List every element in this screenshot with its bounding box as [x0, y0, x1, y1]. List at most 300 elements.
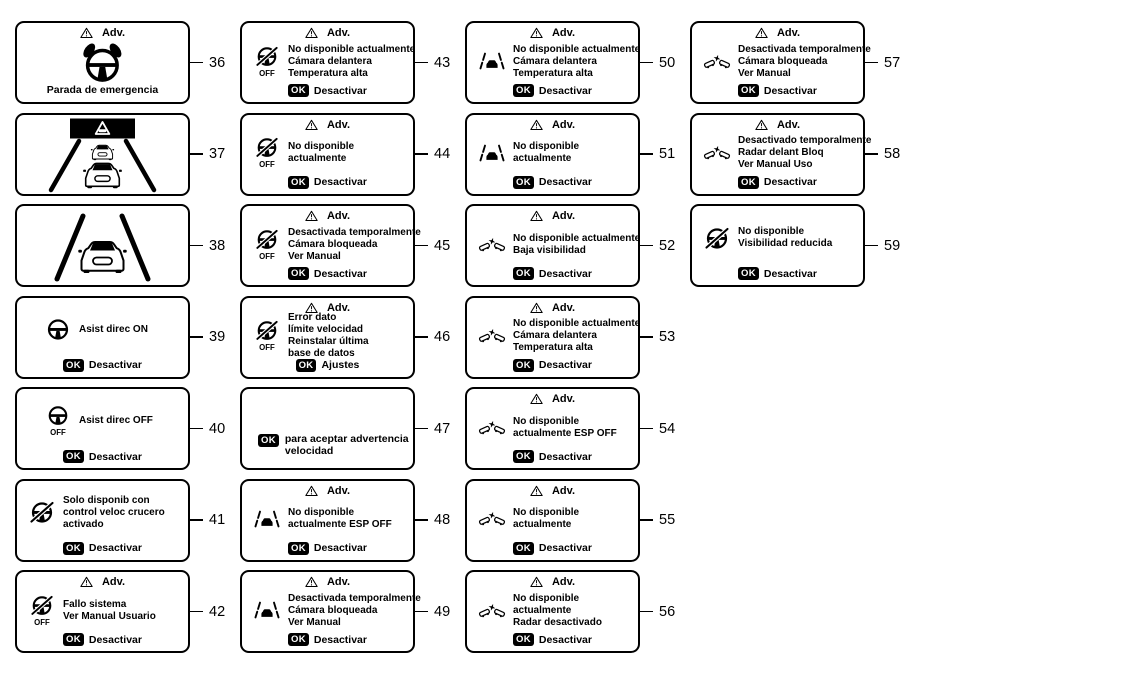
message-line: Asist direc OFF [79, 415, 153, 426]
ok-action-label: Desactivar [763, 176, 817, 188]
collision-warning-icon [478, 511, 506, 527]
advisory-label: Adv. [326, 210, 351, 222]
ok-action [472, 84, 633, 97]
warning-card [690, 21, 900, 104]
message-line: No disponible actualmente [513, 318, 641, 329]
message-line: actualmente ESP OFF [513, 427, 617, 439]
advisory-header [22, 575, 183, 588]
message-body [697, 131, 872, 176]
figure-ref-number: 49 [434, 603, 451, 620]
warning-box [465, 479, 640, 562]
message-line: Fallo sistema [63, 598, 127, 610]
warning-card [15, 387, 225, 470]
leader-line [190, 611, 203, 613]
message-text [513, 233, 640, 257]
advisory-header [247, 484, 408, 497]
ok-badge: OK [63, 450, 84, 463]
hands-on-steering-wheel-icon [22, 39, 183, 84]
message-line: No disponible [513, 141, 580, 152]
warning-box [15, 479, 190, 562]
message-line: Temperatura alta [288, 67, 368, 79]
message-line: No disponible actualmente [513, 43, 641, 55]
figure-ref-number: 37 [209, 146, 226, 162]
column [690, 21, 900, 287]
steering-wheel-off-crossed-icon [253, 320, 281, 351]
message-text [288, 312, 369, 360]
warning-box [690, 113, 872, 196]
collision-warning-icon [478, 328, 506, 344]
warning-triangle-icon [530, 485, 543, 497]
warning-card [690, 113, 900, 196]
figure-ref-number: 55 [659, 512, 676, 528]
message-line: Radar delant Bloq [738, 147, 824, 158]
ok-badge: OK [288, 542, 309, 555]
leader-line [190, 336, 203, 338]
warning-box [465, 113, 640, 196]
message-line: Temperatura alta [513, 342, 593, 353]
message-body [472, 405, 633, 450]
advisory-label: Adv. [551, 301, 576, 314]
ok-action-label: Desactivar [88, 359, 142, 371]
advisory-header [472, 575, 633, 588]
ok-action-label: Desactivar [763, 84, 817, 97]
steering-wheel-crossed-icon [703, 227, 731, 250]
message-body [472, 497, 633, 542]
figure-ref-number: 52 [659, 237, 676, 254]
message-line: Ver Manual Uso [738, 159, 813, 170]
warning-triangle-icon [80, 576, 93, 588]
leader-line [640, 611, 653, 613]
leader-line [415, 62, 428, 64]
advisory-header [472, 392, 633, 405]
warning-box [465, 21, 640, 104]
ok-action [22, 542, 183, 555]
warning-triangle-icon [530, 27, 543, 39]
ok-action [247, 633, 408, 646]
warning-triangle-icon [530, 302, 543, 314]
collision-alert-banner-road-icon [15, 113, 190, 196]
warning-card [15, 204, 225, 287]
svg-text:OFF: OFF [259, 251, 275, 261]
message-text [79, 324, 148, 336]
figure-ref-number: 54 [659, 420, 676, 437]
message-body [247, 131, 408, 176]
message-line: Cámara delantera [288, 55, 372, 67]
ok-action-label: Desactivar [88, 633, 142, 646]
message-body [697, 209, 858, 267]
ok-action-label: Desactivar [538, 267, 592, 280]
advisory-header [472, 118, 633, 131]
ok-badge: OK [513, 84, 534, 97]
advisory-label: Adv. [326, 118, 351, 131]
warning-box [240, 204, 421, 287]
warning-box [465, 387, 640, 470]
leader-line [640, 336, 653, 338]
warning-card [240, 570, 450, 653]
message-text [738, 226, 832, 250]
leader-line [640, 245, 653, 247]
figure-ref-number: 41 [209, 512, 226, 528]
message-line: Cámara delantera [513, 55, 597, 67]
warning-box [240, 387, 415, 470]
figure-ref-number: 57 [884, 54, 901, 71]
message-line: No disponible [513, 507, 580, 518]
steering-wheel-off-crossed-icon [253, 137, 281, 168]
warning-box [240, 296, 415, 379]
ok-note [247, 433, 408, 463]
figure-ref-number: 46 [434, 329, 451, 345]
ok-action-label: Desactivar [313, 542, 367, 554]
steering-wheel-off-icon [44, 405, 72, 436]
message-body [472, 222, 641, 267]
message-line: Desactivada temporalmente [288, 226, 421, 238]
message-line: Error dato [288, 312, 337, 323]
ok-action [22, 633, 183, 646]
message-line: Desactivada temporalmente [738, 43, 871, 55]
svg-text:OFF: OFF [259, 343, 275, 352]
message-text [513, 593, 602, 629]
advisory-header [247, 118, 408, 131]
warning-card [240, 204, 450, 287]
message-body [472, 314, 641, 359]
advisory-header [247, 26, 408, 39]
advisory-label: Adv. [551, 393, 576, 405]
message-text [513, 318, 640, 354]
ok-action [22, 359, 183, 372]
figure-ref-number: 44 [434, 146, 451, 162]
warning-card [465, 479, 675, 562]
ok-action [472, 633, 633, 646]
message-line: Ver Manual [288, 250, 341, 262]
ok-action [247, 267, 408, 280]
ok-action [247, 542, 408, 555]
figure-ref-number: 45 [434, 237, 451, 254]
ok-badge: OK [513, 176, 534, 189]
message-body [472, 39, 641, 84]
steering-wheel-crossed-icon [28, 501, 56, 524]
ok-action-label: Desactivar [313, 267, 367, 280]
advisory-label: Adv. [326, 576, 351, 588]
advisory-header [472, 301, 633, 314]
advisory-header [472, 209, 633, 222]
collision-warning-icon [478, 420, 506, 436]
ok-action-label: Desactivar [313, 176, 367, 188]
warning-triangle-icon [305, 27, 318, 39]
ok-badge: OK [63, 359, 84, 372]
message-text [79, 415, 153, 427]
message-line: activado [63, 518, 104, 530]
figure-ref-number: 40 [209, 420, 226, 437]
ok-action [697, 176, 858, 189]
warning-triangle-icon [530, 210, 543, 222]
ok-action [472, 450, 633, 463]
warning-triangle-icon [305, 576, 318, 588]
figure-ref-number: 42 [209, 603, 226, 620]
warning-card [465, 21, 675, 104]
advisory-header [697, 26, 858, 39]
message-line: base de datos [288, 348, 355, 359]
warning-triangle-icon [305, 485, 318, 497]
collision-warning-icon [478, 603, 506, 619]
svg-text:OFF: OFF [50, 428, 66, 437]
message-text [288, 227, 421, 263]
steering-wheel-off-crossed-icon [253, 46, 281, 77]
warning-card [465, 387, 675, 470]
advisory-label: Adv. [776, 118, 801, 131]
warning-box [15, 387, 190, 470]
column [465, 21, 675, 653]
figure-ref-number: 50 [659, 54, 676, 71]
warning-triangle-icon [305, 119, 318, 131]
ok-action-label: Desactivar [88, 450, 142, 463]
warning-box [690, 21, 871, 104]
ok-badge: OK [296, 359, 317, 372]
message-line: Radar desactivado [513, 616, 602, 628]
steering-wheel-off-crossed-icon [253, 229, 281, 260]
advisory-label: Adv. [101, 27, 126, 39]
ok-badge: OK [513, 542, 534, 555]
advisory-header [247, 209, 408, 222]
ok-action [247, 359, 408, 372]
ok-badge: OK [513, 359, 534, 372]
advisory-header [472, 26, 633, 39]
svg-text:OFF: OFF [259, 68, 275, 78]
message-body [22, 301, 183, 359]
leader-line [640, 62, 653, 64]
message-line: No disponible [288, 507, 355, 518]
message-line: Cámara bloqueada [288, 604, 378, 616]
message-line: actualmente [513, 604, 572, 616]
ok-action-label: Desactivar [538, 633, 592, 646]
advisory-label: Adv. [326, 301, 351, 314]
leader-line [190, 519, 203, 521]
warning-card [465, 570, 675, 653]
ok-action [697, 84, 858, 97]
ok-action [472, 542, 633, 555]
ok-badge: OK [738, 176, 759, 189]
message-line: velocidad [284, 445, 334, 458]
ok-badge: OK [513, 633, 534, 646]
message-text [288, 44, 415, 80]
lane-keep-assist-icon [253, 510, 281, 528]
figure-ref-number: 39 [209, 329, 226, 345]
advisory-label: Adv. [551, 210, 576, 222]
advisory-header [697, 118, 858, 131]
advisory-label: Adv. [551, 484, 576, 497]
warning-box [465, 570, 640, 653]
warning-box [690, 204, 865, 287]
figure-ref-number: 47 [434, 420, 451, 437]
warning-card [15, 113, 225, 196]
message-text [513, 507, 579, 531]
message-line: No disponible actualmente [513, 232, 641, 244]
message-line: No disponible [738, 226, 805, 237]
lane-road-car-icon [15, 204, 190, 287]
leader-line [415, 153, 428, 155]
warning-box [240, 479, 415, 562]
ok-action [247, 84, 408, 97]
advisory-label: Adv. [326, 27, 351, 39]
message-body [22, 588, 183, 633]
message-body [247, 39, 416, 84]
ok-action-label: Ajustes [321, 359, 360, 371]
ok-action [697, 267, 858, 280]
message-line: Asist direc ON [79, 323, 148, 335]
figure-ref-number: 48 [434, 512, 451, 528]
figure-ref-number: 38 [209, 237, 226, 254]
message-line: límite velocidad [288, 324, 364, 335]
ok-badge: OK [513, 267, 534, 280]
message-text [288, 507, 392, 531]
message-line: Temperatura alta [513, 67, 593, 79]
advisory-label: Adv. [776, 27, 801, 39]
lane-keep-assist-icon [478, 144, 506, 162]
message-body [472, 588, 633, 633]
message-line: No disponible [513, 592, 580, 604]
leader-line [640, 153, 653, 155]
warning-box [15, 21, 190, 104]
ok-action [472, 359, 633, 372]
collision-warning-icon [703, 145, 731, 161]
warning-card [15, 479, 225, 562]
leader-line [190, 428, 203, 430]
advisory-label: Adv. [551, 27, 576, 39]
collision-warning-icon [703, 54, 731, 70]
warning-card [465, 296, 675, 379]
advisory-header [247, 575, 408, 588]
column [15, 21, 225, 653]
message-text [63, 599, 156, 623]
ok-action-label: Desactivar [538, 450, 592, 463]
warning-box [15, 570, 190, 653]
ok-action-label: Desactivar [313, 84, 367, 97]
message-line: Solo disponib con [63, 494, 150, 506]
ok-action-label: Desactivar [88, 542, 142, 554]
message-line: Ver Manual [288, 616, 341, 628]
message-body [22, 484, 183, 542]
warning-card [15, 296, 225, 379]
message-body [472, 131, 633, 176]
lane-keep-assist-icon [253, 601, 281, 619]
message-body [247, 588, 421, 633]
ok-action [247, 176, 408, 189]
ok-badge: OK [738, 267, 759, 280]
message-line: Visibilidad reducida [738, 238, 833, 249]
message-text [63, 495, 165, 531]
ok-badge: OK [288, 267, 309, 280]
advisory-header [22, 26, 183, 39]
message-line: Baja visibilidad [513, 244, 586, 256]
ok-badge: OK [288, 84, 309, 97]
leader-line [415, 519, 428, 521]
collision-warning-icon [478, 237, 506, 253]
warning-triangle-icon [530, 576, 543, 588]
message-line: Cámara bloqueada [288, 238, 378, 250]
warning-triangle-icon [755, 119, 768, 131]
message-line: Cámara delantera [513, 330, 597, 341]
advisory-label: Adv. [101, 576, 126, 588]
warning-box [240, 113, 415, 196]
ok-badge: OK [63, 542, 84, 555]
ok-note-text [285, 433, 409, 458]
leader-line [190, 62, 203, 64]
figure-ref-number: 56 [659, 603, 676, 620]
warning-triangle-icon [530, 393, 543, 405]
message-body [247, 497, 408, 542]
leader-line [865, 245, 878, 247]
figure-ref-number: 51 [659, 146, 676, 162]
ok-badge: OK [288, 176, 309, 189]
leader-line [415, 428, 428, 430]
warning-box [465, 204, 640, 287]
ok-badge: OK [288, 633, 309, 646]
leader-line [640, 519, 653, 521]
warning-card [240, 21, 450, 104]
warning-card [465, 113, 675, 196]
advisory-label: Adv. [551, 118, 576, 131]
warning-card [240, 387, 450, 470]
warning-card [15, 21, 225, 104]
column [240, 21, 450, 653]
steering-wheel-icon [44, 318, 72, 341]
message-line: Reinstalar última [288, 336, 369, 347]
message-text [513, 141, 579, 165]
ok-badge: OK [513, 450, 534, 463]
message-line: Desactivada temporalmente [288, 592, 421, 604]
ok-action [472, 176, 633, 189]
message-line: No disponible actualmente [288, 43, 416, 55]
warning-card [240, 113, 450, 196]
message-line: actualmente [513, 519, 572, 530]
message-line: Ver Manual [738, 67, 791, 79]
ok-action [22, 450, 183, 463]
warning-box [15, 296, 190, 379]
advisory-label: Adv. [326, 484, 351, 497]
message-line: Ver Manual Usuario [63, 610, 156, 622]
advisory-header [472, 484, 633, 497]
message-body [247, 314, 408, 359]
lane-keep-assist-icon [478, 52, 506, 70]
ok-badge: OK [258, 434, 279, 447]
message-text [288, 593, 421, 629]
message-line: control veloc crucero [63, 506, 165, 518]
message-line: Desactivado temporalmente [738, 135, 872, 146]
warning-card [465, 204, 675, 287]
message-line: para aceptar advertencia [284, 432, 409, 445]
svg-text:OFF: OFF [259, 160, 275, 169]
warning-triangle-icon [530, 119, 543, 131]
warning-triangle-icon [80, 27, 93, 39]
message-text [738, 44, 871, 80]
leader-line [640, 428, 653, 430]
warning-box [240, 570, 421, 653]
figure-ref-number: 59 [884, 237, 901, 254]
message-body [247, 222, 421, 267]
message-line: Cámara bloqueada [738, 55, 828, 67]
figure-ref-number: 43 [434, 54, 451, 71]
ok-badge: OK [738, 84, 759, 97]
advisory-label: Adv. [551, 576, 576, 588]
message-line: actualmente ESP OFF [288, 519, 392, 530]
warning-triangle-icon [755, 27, 768, 39]
message-text [288, 141, 354, 165]
message-line: No disponible [288, 141, 355, 152]
ok-action-label: Desactivar [538, 176, 592, 188]
steering-wheel-off-crossed-icon [28, 595, 56, 626]
warning-box [465, 296, 640, 379]
leader-line [415, 336, 428, 338]
message-text [513, 416, 617, 440]
